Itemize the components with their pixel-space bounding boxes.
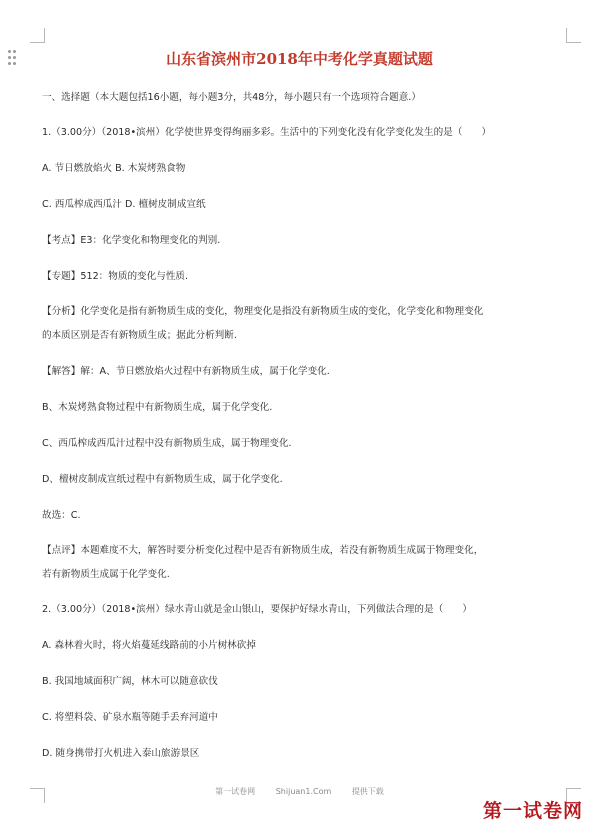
comment-line-1: 【点评】本题难度不大，解答时要分析变化过程中是否有新物质生成，若没有新物质生成属于物理变化，	[42, 545, 484, 556]
section-heading: 一、选择题（本大题包括16小题，每小题3分，共48分，每小题只有一个选项符合题意.）	[42, 92, 421, 103]
answer-line-a: 【解答】解：A、节日燃放焰火过程中有新物质生成，属于化学变化.	[42, 366, 330, 377]
topic-label: 【专题】512：物质的变化与性质.	[42, 271, 189, 282]
question-1-stem: 1.（3.00分）（2018•滨州）化学使世界变得绚丽多彩。生活中的下列变化没有化学变化发生的是（ ）	[42, 127, 492, 138]
question-2-option-c: C. 将塑料袋、矿泉水瓶等随手丢弃河道中	[42, 712, 218, 723]
question-1-options-cd: C. 西瓜榨成西瓜汁 D. 檀树皮制成宣纸	[42, 199, 206, 210]
answer-line-b: B、木炭烤熟食物过程中有新物质生成，属于化学变化.	[42, 402, 273, 413]
question-2-option-d: D. 随身携带打火机进入泰山旅游景区	[42, 748, 200, 759]
answer-line-d: D、檀树皮制成宣纸过程中有新物质生成，属于化学变化.	[42, 474, 283, 485]
page-corner-mark-top-left	[30, 28, 45, 43]
page-title: 山东省滨州市2018年中考化学真题试题	[166, 50, 433, 68]
question-2-option-a: A. 森林着火时，将火焰蔓延线路前的小片树林砍掉	[42, 640, 256, 651]
answer-line-c: C、西瓜榨成西瓜汁过程中没有新物质生成，属于物理变化.	[42, 438, 292, 449]
question-1-options-ab: A. 节日燃放焰火 B. 木炭烤熟食物	[42, 163, 186, 174]
footer-download-text: 提供下载	[351, 787, 384, 796]
knowledge-point: 【考点】E3：化学变化和物理变化的判别.	[42, 235, 221, 246]
question-2-stem: 2.（3.00分）（2018•滨州）绿水青山就是金山银山，要保护好绿水青山，下列做法合理的是（ ）	[42, 604, 472, 615]
answer-choice: 故选：C.	[42, 510, 81, 521]
page-corner-mark-top-right	[566, 28, 581, 43]
comment-line-2: 若有新物质生成属于化学变化.	[42, 569, 170, 580]
footer-site-name: 第一试卷网	[215, 787, 256, 796]
watermark-logo: 第一试卷网	[482, 800, 583, 822]
analysis-line-1: 【分析】化学变化是指有新物质生成的变化，物理变化是指没有新物质生成的变化，化学变化和物理变化	[42, 306, 484, 317]
question-2-option-b: B. 我国地域面积广阔，林木可以随意砍伐	[42, 676, 218, 687]
analysis-line-2: 的本质区别是否有新物质生成；据此分析判断.	[42, 330, 237, 341]
footer-site-url[interactable]: Shijuan1.Com	[275, 787, 332, 796]
